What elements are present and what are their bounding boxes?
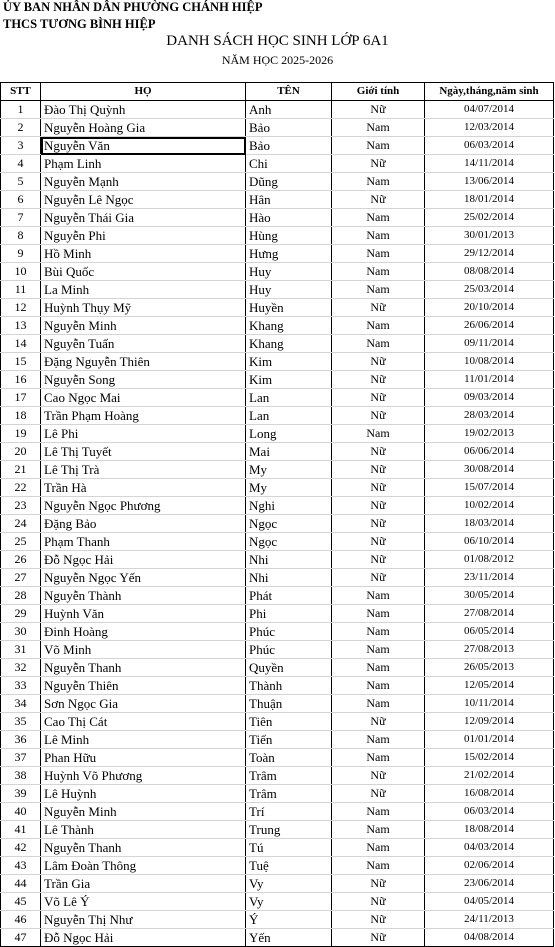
cell-birthdate[interactable]: 14/11/2014 [425,155,554,173]
cell-gender[interactable]: Nữ [332,929,425,947]
cell-birthdate[interactable]: 18/08/2014 [425,821,554,839]
student-table [0,82,553,947]
table-row [1,191,554,209]
cell-surname[interactable]: Đặng Bảo [41,515,246,533]
cell-surname[interactable]: La Minh [41,281,246,299]
cell-stt[interactable]: 19 [1,425,41,443]
table-body [1,101,554,947]
cell-birthdate[interactable]: 18/01/2014 [425,191,554,209]
table-row [1,731,554,749]
cell-given-name[interactable]: Bảo [246,137,332,155]
table-row [1,461,554,479]
table-row [1,119,554,137]
cell-birthdate[interactable]: 21/02/2014 [425,767,554,785]
cell-stt[interactable]: 17 [1,389,41,407]
cell-birthdate[interactable]: 25/03/2014 [425,281,554,299]
cell-birthdate[interactable]: 18/03/2014 [425,515,554,533]
cell-stt[interactable]: 38 [1,767,41,785]
col-header-ten[interactable]: TÊN [246,83,332,101]
authority-name: ỦY BAN NHÂN DÂN PHƯỜNG CHÁNH HIỆP [3,0,263,14]
table-row [1,893,554,911]
cell-given-name[interactable]: Chi [246,155,332,173]
table-row [1,857,554,875]
cell-given-name[interactable]: Phát [246,587,332,605]
cell-gender[interactable]: Nam [332,119,425,137]
table-row [1,749,554,767]
cell-surname[interactable]: Nguyễn Ngọc Phương [41,497,246,515]
col-header-gender[interactable]: Giới tính [332,83,425,101]
cell-stt[interactable]: 11 [1,281,41,299]
cell-stt[interactable]: 41 [1,821,41,839]
cell-birthdate[interactable]: 16/08/2014 [425,785,554,803]
cell-surname[interactable]: Võ Lê Ý [41,893,246,911]
cell-surname[interactable]: Nguyễn Thành [41,587,246,605]
cell-surname[interactable]: Nguyễn Thanh [41,839,246,857]
cell-birthdate[interactable]: 23/06/2014 [425,875,554,893]
cell-surname[interactable]: Nguyễn Ngọc Yến [41,569,246,587]
cell-stt[interactable]: 6 [1,191,41,209]
cell-stt[interactable]: 4 [1,155,41,173]
cell-given-name[interactable]: Anh [246,101,332,119]
cell-gender[interactable]: Nữ [332,875,425,893]
cell-surname[interactable]: Nguyễn Lê Ngọc [41,191,246,209]
cell-given-name[interactable]: Tiến [246,731,332,749]
cell-given-name[interactable]: Yến [246,929,332,947]
cell-surname[interactable]: Phan Hữu [41,749,246,767]
cell-given-name[interactable]: Hào [246,209,332,227]
cell-given-name[interactable]: Thành [246,677,332,695]
cell-gender[interactable]: Nữ [332,407,425,425]
cell-surname[interactable]: Nguyễn Song [41,371,246,389]
cell-gender[interactable]: Nữ [332,155,425,173]
cell-stt[interactable]: 45 [1,893,41,911]
cell-given-name[interactable]: Bảo [246,119,332,137]
cell-gender[interactable]: Nam [332,263,425,281]
cell-stt[interactable]: 44 [1,875,41,893]
table-row [1,353,554,371]
table-row [1,659,554,677]
cell-gender[interactable]: Nam [332,227,425,245]
cell-stt[interactable]: 13 [1,317,41,335]
cell-birthdate[interactable]: 04/05/2014 [425,893,554,911]
cell-stt[interactable]: 35 [1,713,41,731]
col-header-ho[interactable]: HỌ [41,83,246,101]
cell-gender[interactable]: Nam [332,425,425,443]
table-row [1,407,554,425]
cell-stt[interactable]: 39 [1,785,41,803]
table-row [1,839,554,857]
cell-birthdate[interactable]: 24/11/2013 [425,911,554,929]
table-row [1,443,554,461]
cell-surname[interactable]: Lê Thành [41,821,246,839]
cell-surname[interactable]: Phạm Linh [41,155,246,173]
cell-given-name[interactable]: Vy [246,875,332,893]
cell-surname[interactable]: Nguyễn Mạnh [41,173,246,191]
cell-gender[interactable]: Nam [332,731,425,749]
cell-gender[interactable]: Nữ [332,389,425,407]
school-year: NĂM HỌC 2025-2026 [221,53,334,67]
cell-birthdate[interactable]: 19/02/2013 [425,425,554,443]
cell-given-name[interactable]: Trâm [246,767,332,785]
table-row [1,245,554,263]
cell-stt[interactable]: 23 [1,497,41,515]
cell-gender[interactable]: Nữ [332,893,425,911]
col-header-stt[interactable]: STT [1,83,41,101]
table-row [1,299,554,317]
cell-gender[interactable]: Nam [332,803,425,821]
cell-gender[interactable]: Nam [332,695,425,713]
table-row [1,551,554,569]
cell-given-name[interactable]: Lan [246,389,332,407]
cell-stt[interactable]: 8 [1,227,41,245]
cell-given-name[interactable]: Phi [246,605,332,623]
table-row [1,641,554,659]
cell-gender[interactable]: Nam [332,677,425,695]
table-row [1,371,554,389]
cell-given-name[interactable]: Kim [246,353,332,371]
document-title: DANH SÁCH HỌC SINH LỚP 6A1 [166,33,389,49]
cell-surname[interactable]: Huỳnh Văn [41,605,246,623]
cell-stt[interactable]: 16 [1,371,41,389]
cell-gender[interactable]: Nam [332,209,425,227]
cell-stt[interactable]: 33 [1,677,41,695]
cell-given-name[interactable]: Ngọc [246,515,332,533]
cell-stt[interactable]: 22 [1,479,41,497]
cell-given-name[interactable]: Hùng [246,227,332,245]
cell-birthdate[interactable]: 06/10/2014 [425,533,554,551]
table-header-row [1,83,554,101]
cell-surname[interactable]: Nguyễn Minh [41,803,246,821]
cell-birthdate[interactable]: 10/08/2014 [425,353,554,371]
cell-surname[interactable]: Trần Gia [41,875,246,893]
cell-stt[interactable]: 24 [1,515,41,533]
cell-gender[interactable]: Nam [332,623,425,641]
cell-gender[interactable]: Nữ [332,911,425,929]
cell-surname[interactable]: Lê Phi [41,425,246,443]
cell-birthdate[interactable]: 08/08/2014 [425,263,554,281]
table-row [1,695,554,713]
cell-stt[interactable]: 3 [1,137,41,155]
cell-gender[interactable]: Nam [332,605,425,623]
cell-gender[interactable]: Nữ [332,551,425,569]
cell-given-name[interactable]: Dũng [246,173,332,191]
cell-stt[interactable]: 34 [1,695,41,713]
cell-given-name[interactable]: Ngọc [246,533,332,551]
cell-birthdate[interactable]: 27/08/2013 [425,641,554,659]
cell-stt[interactable]: 37 [1,749,41,767]
cell-stt[interactable]: 18 [1,407,41,425]
table-row [1,605,554,623]
cell-given-name[interactable]: Hân [246,191,332,209]
cell-gender[interactable]: Nam [332,173,425,191]
cell-surname[interactable]: Phạm Thanh [41,533,246,551]
cell-stt[interactable]: 21 [1,461,41,479]
table-row [1,785,554,803]
cell-birthdate[interactable]: 12/05/2014 [425,677,554,695]
cell-surname[interactable]: Bùi Quốc [41,263,246,281]
cell-gender[interactable]: Nữ [332,569,425,587]
table-row [1,227,554,245]
cell-birthdate[interactable]: 06/03/2014 [425,803,554,821]
cell-gender[interactable]: Nam [332,659,425,677]
school-name: THCS TƯƠNG BÌNH HIỆP [3,17,156,31]
cell-surname[interactable]: Đỗ Ngọc Hải [41,929,246,947]
cell-given-name[interactable]: Tiên [246,713,332,731]
cell-gender[interactable]: Nữ [332,299,425,317]
table-row [1,713,554,731]
cell-given-name[interactable]: Quyền [246,659,332,677]
cell-gender[interactable]: Nữ [332,785,425,803]
cell-gender[interactable]: Nữ [332,713,425,731]
cell-surname[interactable]: Võ Minh [41,641,246,659]
cell-stt[interactable]: 30 [1,623,41,641]
cell-gender[interactable]: Nam [332,641,425,659]
cell-stt[interactable]: 40 [1,803,41,821]
cell-stt[interactable]: 7 [1,209,41,227]
table-row [1,515,554,533]
table-row [1,335,554,353]
table-row [1,911,554,929]
cell-gender[interactable]: Nam [332,839,425,857]
cell-surname[interactable]: Nguyễn Minh [41,317,246,335]
cell-surname[interactable]: Cao Ngọc Mai [41,389,246,407]
cell-gender[interactable]: Nam [332,587,425,605]
cell-surname[interactable]: Đinh Hoàng [41,623,246,641]
cell-stt[interactable]: 25 [1,533,41,551]
cell-given-name[interactable]: Phúc [246,623,332,641]
cell-birthdate[interactable]: 30/01/2013 [425,227,554,245]
cell-stt[interactable]: 1 [1,101,41,119]
table-row [1,101,554,119]
cell-given-name[interactable]: Khang [246,317,332,335]
cell-gender[interactable]: Nữ [332,371,425,389]
cell-surname[interactable]: Nguyễn Văn [41,137,246,155]
cell-stt[interactable]: 47 [1,929,41,947]
cell-stt[interactable]: 28 [1,587,41,605]
table-row [1,821,554,839]
cell-birthdate[interactable]: 06/05/2014 [425,623,554,641]
cell-birthdate[interactable]: 01/01/2014 [425,731,554,749]
cell-stt[interactable]: 29 [1,605,41,623]
cell-given-name[interactable]: Toàn [246,749,332,767]
cell-stt[interactable]: 9 [1,245,41,263]
table-row [1,479,554,497]
cell-given-name[interactable]: Ý [246,911,332,929]
table-row [1,569,554,587]
cell-given-name[interactable]: My [246,479,332,497]
cell-surname[interactable]: Nguyễn Tuấn [41,335,246,353]
cell-birthdate[interactable]: 11/01/2014 [425,371,554,389]
cell-stt[interactable]: 42 [1,839,41,857]
cell-surname[interactable]: Đặng Nguyễn Thiên [41,353,246,371]
cell-gender[interactable]: Nữ [332,497,425,515]
cell-gender[interactable]: Nữ [332,443,425,461]
cell-given-name[interactable]: Lan [246,407,332,425]
cell-given-name[interactable]: Mai [246,443,332,461]
cell-given-name[interactable]: Trung [246,821,332,839]
cell-surname[interactable]: Trần Hà [41,479,246,497]
cell-birthdate[interactable]: 29/12/2014 [425,245,554,263]
cell-stt[interactable]: 12 [1,299,41,317]
table-row [1,767,554,785]
cell-surname[interactable]: Nguyễn Thái Gia [41,209,246,227]
cell-surname[interactable]: Huỳnh Thụy Mỹ [41,299,246,317]
cell-birthdate[interactable]: 23/11/2014 [425,569,554,587]
cell-surname[interactable]: Nguyễn Hoàng Gia [41,119,246,137]
table-row [1,317,554,335]
cell-given-name[interactable]: Long [246,425,332,443]
cell-birthdate[interactable]: 04/03/2014 [425,839,554,857]
cell-birthdate[interactable]: 09/11/2014 [425,335,554,353]
cell-given-name[interactable]: Trâm [246,785,332,803]
cell-given-name[interactable]: Kim [246,371,332,389]
cell-birthdate[interactable]: 12/09/2014 [425,713,554,731]
cell-gender[interactable]: Nữ [332,533,425,551]
col-header-birthdate[interactable]: Ngày,tháng,năm sinh [425,83,554,101]
cell-birthdate[interactable]: 30/08/2014 [425,461,554,479]
cell-given-name[interactable]: Vy [246,893,332,911]
cell-birthdate[interactable]: 06/03/2014 [425,137,554,155]
cell-gender[interactable]: Nữ [332,191,425,209]
cell-stt[interactable]: 5 [1,173,41,191]
cell-surname[interactable]: Đỗ Ngọc Hải [41,551,246,569]
cell-given-name[interactable]: Thuận [246,695,332,713]
cell-birthdate[interactable]: 06/06/2014 [425,443,554,461]
cell-given-name[interactable]: Nghi [246,497,332,515]
cell-gender[interactable]: Nam [332,335,425,353]
cell-birthdate[interactable]: 02/06/2014 [425,857,554,875]
cell-stt[interactable]: 2 [1,119,41,137]
cell-gender[interactable]: Nữ [332,461,425,479]
cell-birthdate[interactable]: 10/11/2014 [425,695,554,713]
cell-given-name[interactable]: Nhi [246,551,332,569]
cell-gender[interactable]: Nam [332,749,425,767]
table-row [1,173,554,191]
table-row [1,533,554,551]
cell-surname[interactable]: Nguyễn Thiên [41,677,246,695]
cell-surname[interactable]: Sơn Ngọc Gia [41,695,246,713]
cell-birthdate[interactable]: 15/07/2014 [425,479,554,497]
cell-stt[interactable]: 46 [1,911,41,929]
cell-stt[interactable]: 36 [1,731,41,749]
cell-stt[interactable]: 14 [1,335,41,353]
cell-given-name[interactable]: Tú [246,839,332,857]
cell-birthdate[interactable]: 28/03/2014 [425,407,554,425]
cell-surname[interactable]: Lâm Đoàn Thông [41,857,246,875]
table-row [1,587,554,605]
cell-stt[interactable]: 15 [1,353,41,371]
cell-surname[interactable]: Nguyễn Thanh [41,659,246,677]
cell-gender[interactable]: Nữ [332,767,425,785]
table-row [1,389,554,407]
cell-stt[interactable]: 10 [1,263,41,281]
cell-surname[interactable]: Hồ Minh [41,245,246,263]
cell-birthdate[interactable]: 13/06/2014 [425,173,554,191]
cell-gender[interactable]: Nam [332,857,425,875]
cell-surname[interactable]: Nguyễn Phi [41,227,246,245]
cell-surname[interactable]: Trần Phạm Hoàng [41,407,246,425]
cell-gender[interactable]: Nam [332,317,425,335]
cell-surname[interactable]: Lê Minh [41,731,246,749]
table-row [1,137,554,155]
cell-surname[interactable]: Lê Thị Tuyết [41,443,246,461]
table-row [1,425,554,443]
table-row [1,155,554,173]
cell-gender[interactable]: Nữ [332,479,425,497]
cell-birthdate[interactable]: 01/08/2012 [425,551,554,569]
cell-birthdate[interactable]: 04/07/2014 [425,101,554,119]
cell-given-name[interactable]: Tuệ [246,857,332,875]
cell-stt[interactable]: 20 [1,443,41,461]
cell-birthdate[interactable]: 15/02/2014 [425,749,554,767]
cell-given-name[interactable]: Khang [246,335,332,353]
cell-birthdate[interactable]: 26/05/2013 [425,659,554,677]
table-row [1,281,554,299]
cell-surname[interactable]: Lê Huỳnh [41,785,246,803]
cell-gender[interactable]: Nam [332,137,425,155]
cell-gender[interactable]: Nữ [332,353,425,371]
cell-gender[interactable]: Nữ [332,515,425,533]
table-row [1,803,554,821]
cell-gender[interactable]: Nam [332,245,425,263]
cell-given-name[interactable]: Trí [246,803,332,821]
table-row [1,263,554,281]
cell-stt[interactable]: 43 [1,857,41,875]
cell-gender[interactable]: Nam [332,281,425,299]
cell-given-name[interactable]: Huyền [246,299,332,317]
table-row [1,929,554,947]
cell-surname[interactable]: Huỳnh Võ Phương [41,767,246,785]
cell-given-name[interactable]: Huy [246,281,332,299]
table-row [1,623,554,641]
cell-gender[interactable]: Nữ [332,101,425,119]
cell-birthdate[interactable]: 20/10/2014 [425,299,554,317]
cell-given-name[interactable]: Huy [246,263,332,281]
table-row [1,677,554,695]
cell-surname[interactable]: Đào Thị Quỳnh [41,101,246,119]
table-row [1,497,554,515]
cell-stt[interactable]: 26 [1,551,41,569]
table-row [1,875,554,893]
cell-given-name[interactable]: Nhi [246,569,332,587]
cell-gender[interactable]: Nam [332,821,425,839]
cell-birthdate[interactable]: 12/03/2014 [425,119,554,137]
cell-birthdate[interactable]: 09/03/2014 [425,389,554,407]
cell-given-name[interactable]: Phúc [246,641,332,659]
cell-birthdate[interactable]: 25/02/2014 [425,209,554,227]
cell-surname[interactable]: Nguyễn Thị Như [41,911,246,929]
cell-surname[interactable]: Cao Thị Cát [41,713,246,731]
cell-birthdate[interactable]: 04/08/2014 [425,929,554,947]
cell-stt[interactable]: 27 [1,569,41,587]
cell-stt[interactable]: 31 [1,641,41,659]
cell-surname[interactable]: Lê Thị Trà [41,461,246,479]
cell-birthdate[interactable]: 27/08/2014 [425,605,554,623]
cell-birthdate[interactable]: 10/02/2014 [425,497,554,515]
table-row [1,209,554,227]
cell-stt[interactable]: 32 [1,659,41,677]
cell-birthdate[interactable]: 30/05/2014 [425,587,554,605]
cell-given-name[interactable]: My [246,461,332,479]
cell-birthdate[interactable]: 26/06/2014 [425,317,554,335]
cell-given-name[interactable]: Hưng [246,245,332,263]
